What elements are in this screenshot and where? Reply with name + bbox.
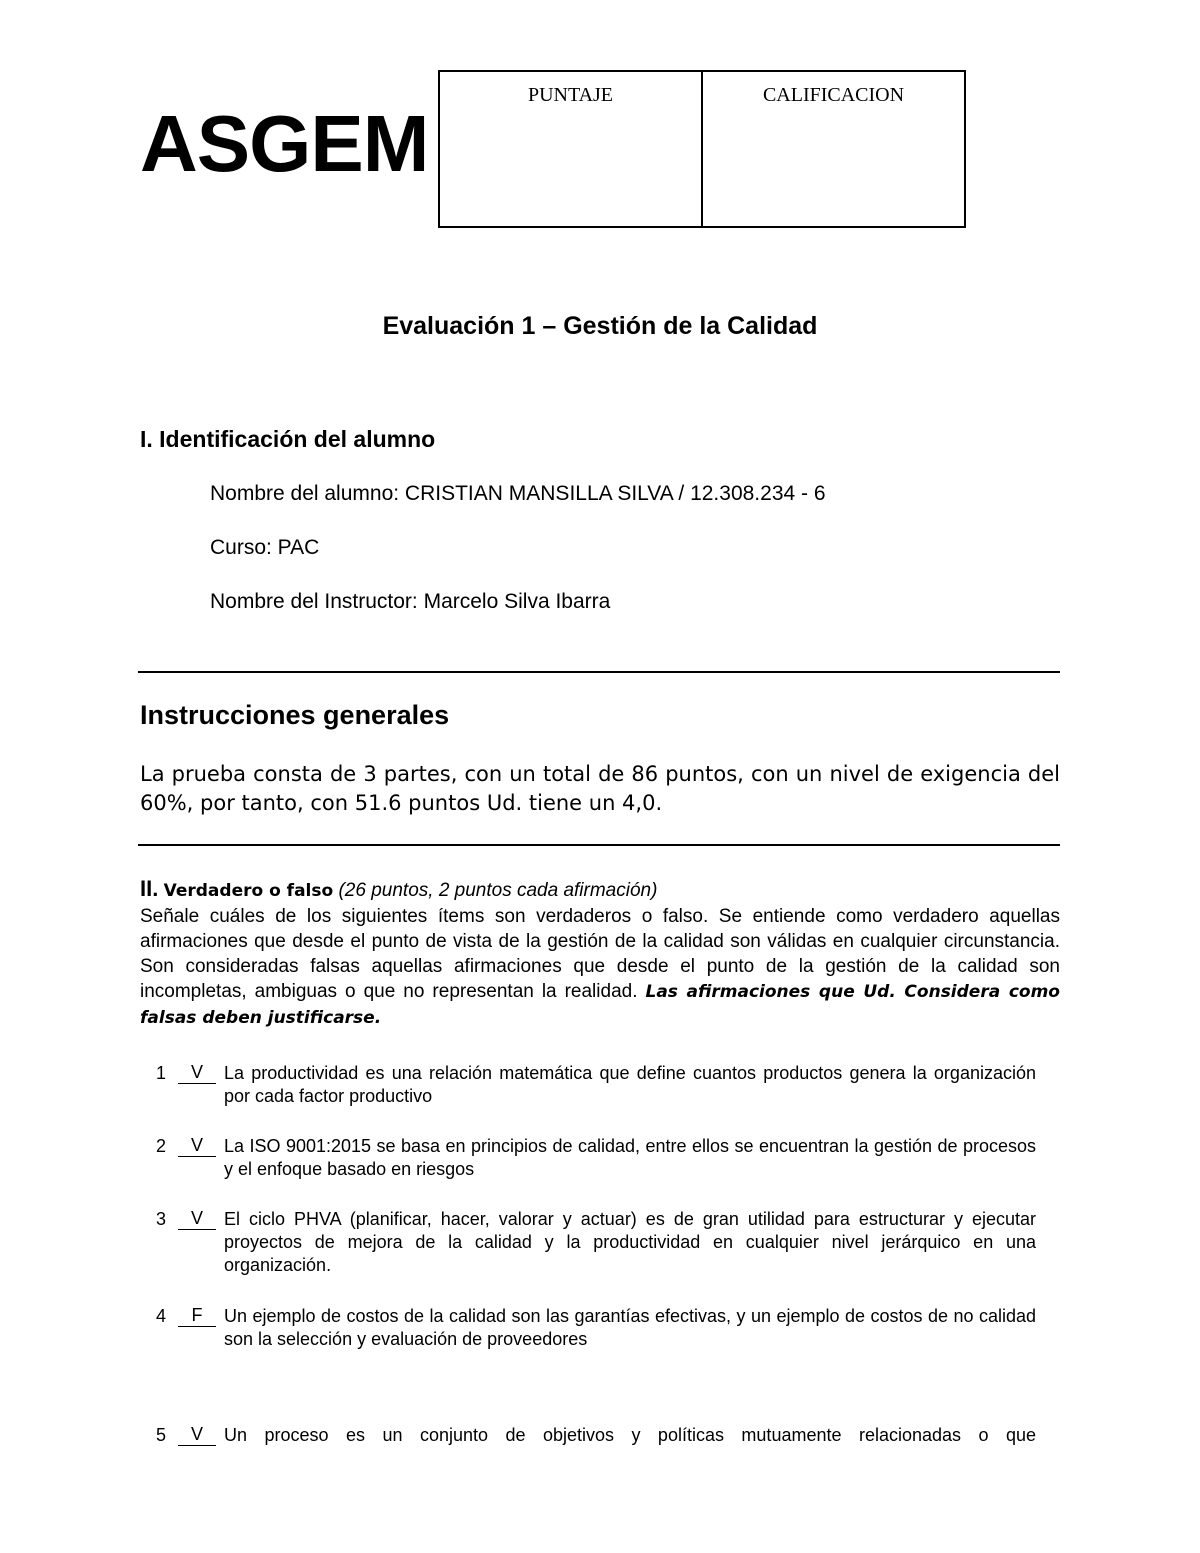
item-number: 4 bbox=[156, 1306, 167, 1326]
section2-intro bbox=[140, 876, 1060, 1031]
list-item bbox=[140, 1062, 1036, 1108]
section1-heading: I. Identificación del alumno bbox=[140, 426, 436, 452]
answer-field[interactable]: F bbox=[178, 1305, 216, 1327]
calificacion-cell bbox=[701, 72, 964, 226]
instructions-heading: Instrucciones generales bbox=[140, 700, 450, 730]
item-number: 2 bbox=[156, 1136, 167, 1156]
score-box bbox=[438, 70, 966, 228]
list-item bbox=[140, 1424, 1036, 1447]
student-name-line: Nombre del alumno: CRISTIAN MANSILLA SILVA / 12.308.234 - 6 bbox=[210, 482, 826, 505]
course-line: Curso: PAC bbox=[210, 536, 320, 559]
instructions-text: La prueba consta de 3 partes, con un total de 86 puntos, con un nivel de exigencia del 60%, por tanto, con 51.6 puntos Ud. tiene un 4,0. bbox=[140, 762, 1060, 815]
calificacion-label: CALIFICACION bbox=[762, 84, 905, 106]
section2-title: Verdadero o falso bbox=[163, 881, 334, 901]
list-item bbox=[140, 1135, 1036, 1181]
item-number: 3 bbox=[156, 1209, 167, 1229]
item-text: Un ejemplo de costos de la calidad son las garantías efectivas, y un ejemplo de costos de no calidad son la selección y evaluación de proveedores bbox=[224, 1306, 1036, 1349]
item-number: 1 bbox=[156, 1063, 167, 1083]
section2-points: (26 puntos, 2 puntos cada afirmación) bbox=[338, 880, 658, 901]
list-item bbox=[140, 1305, 1036, 1351]
section2-emphasis: Las afirmaciones que Ud. Considera como falsas deben justificarse. bbox=[140, 982, 1060, 1028]
document-title: Evaluación 1 – Gestión de la Calidad bbox=[382, 312, 818, 340]
answer-field[interactable]: V bbox=[178, 1424, 216, 1446]
list-item bbox=[140, 1208, 1036, 1277]
item-text: La ISO 9001:2015 se basa en principios de calidad, entre ellos se encuentran la gestión de procesos y el enfoque basado en riesgos bbox=[224, 1136, 1036, 1179]
item-text: La productividad es una relación matemática que define cuantos productos genera la organización por cada factor productivo bbox=[224, 1063, 1036, 1106]
divider-bottom bbox=[138, 844, 1060, 846]
item-number: 5 bbox=[156, 1425, 167, 1445]
answer-field[interactable]: V bbox=[178, 1208, 216, 1230]
item-text: Un proceso es un conjunto de objetivos y políticas mutuamente relacionadas o que bbox=[224, 1425, 1036, 1445]
logo: ASGEM bbox=[140, 99, 429, 188]
item-text: El ciclo PHVA (planificar, hacer, valorar y actuar) es de gran utilidad para estructurar y ejecutar proyectos de mejora de la calidad y la productividad en cualquier nivel jerárquico en una organización. bbox=[224, 1209, 1036, 1275]
puntaje-cell bbox=[440, 72, 701, 226]
answer-field[interactable]: V bbox=[178, 1062, 216, 1084]
puntaje-label: PUNTAJE bbox=[527, 84, 614, 106]
answer-field[interactable]: V bbox=[178, 1135, 216, 1157]
divider-top bbox=[138, 671, 1060, 673]
section2-description: Señale cuáles de los siguientes ítems son verdaderos o falso. Se entiende como verdadero aquellas afirmaciones que desde el punto de vista de la gestión de la calidad son válidas en cualquier circunstancia. Son consideradas falsas aquellas afirmaciones que desde el punto de la gestión de la calidad son incompletas, ambiguas o que no representan la realidad. bbox=[140, 906, 1060, 1002]
section2-number: II. bbox=[140, 876, 159, 901]
instructor-line: Nombre del Instructor: Marcelo Silva Ibarra bbox=[210, 590, 611, 613]
